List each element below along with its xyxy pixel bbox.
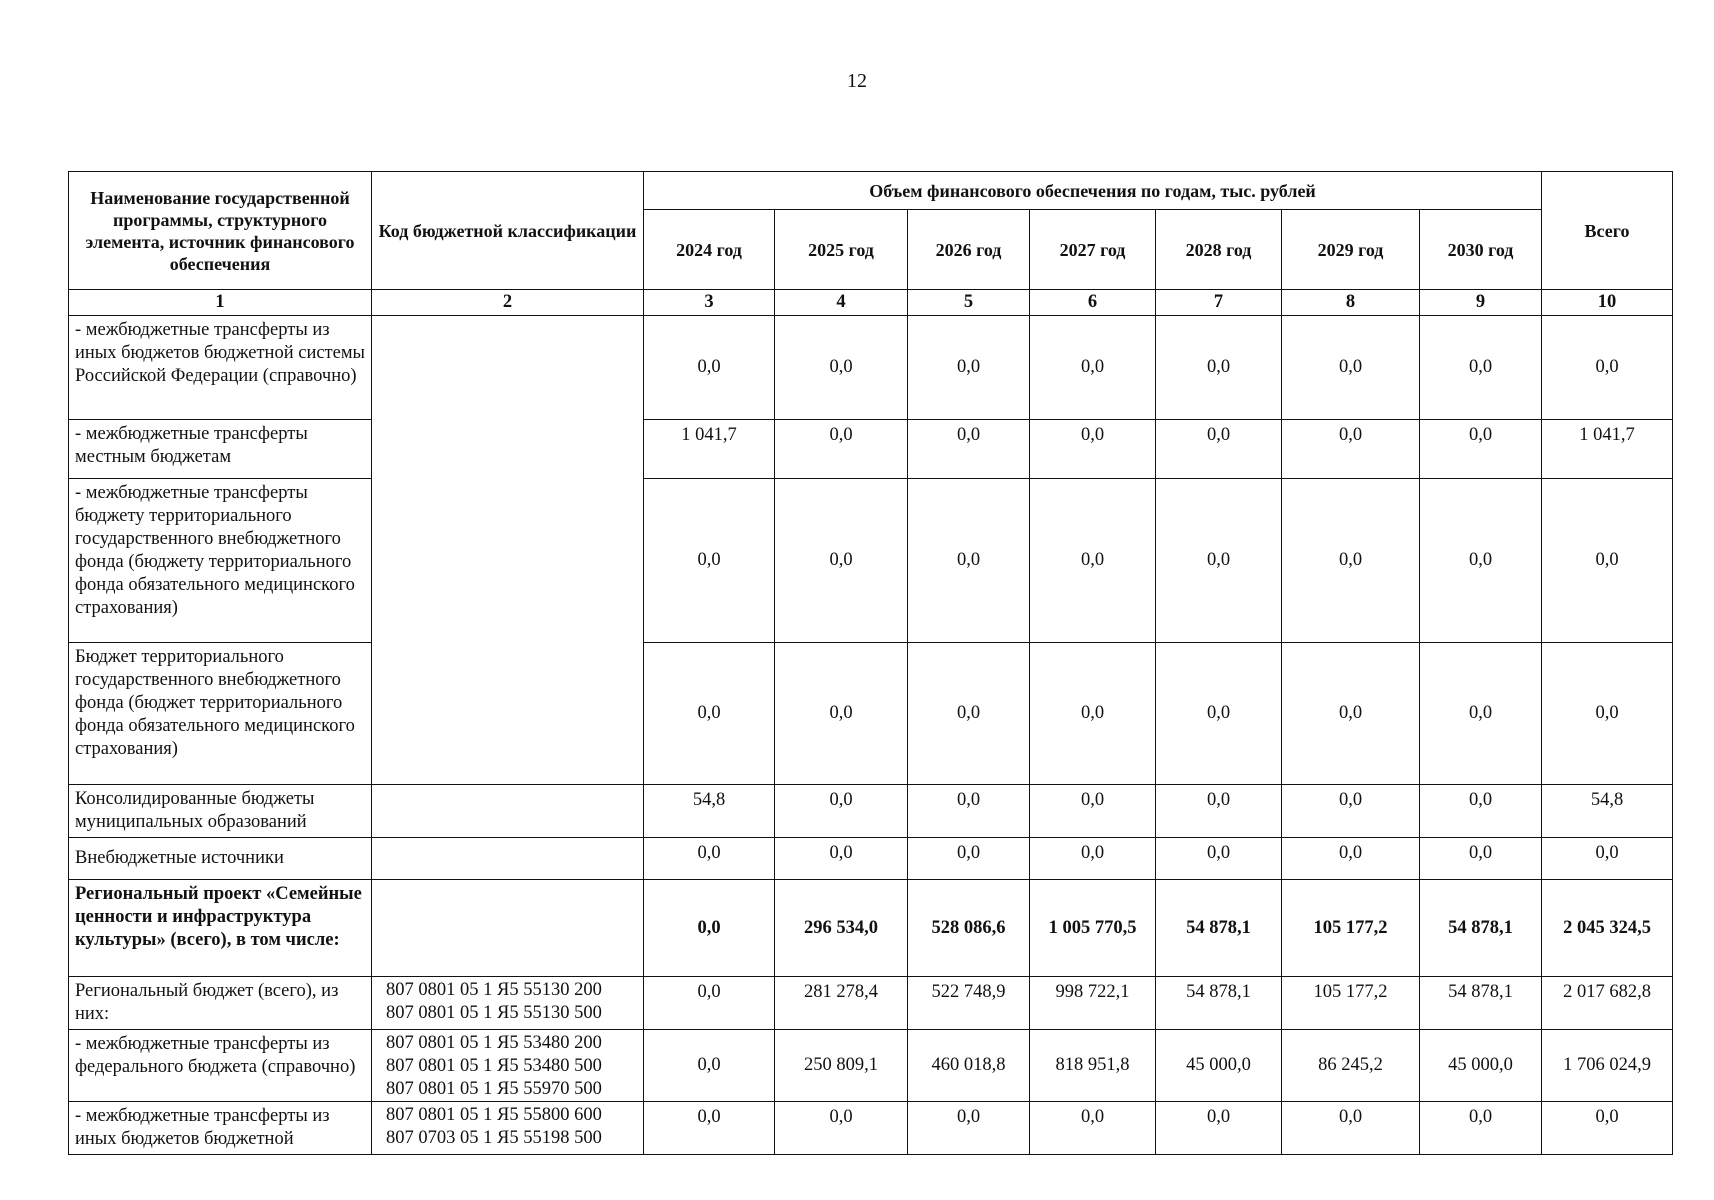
row-value: 0,0	[775, 1102, 908, 1155]
table-row	[69, 1102, 1673, 1155]
row-code: 807 0801 05 1 Я5 55130 200 807 0801 05 1 Я5 55130 500	[372, 977, 644, 1030]
row-name: Внебюджетные источники	[69, 838, 372, 880]
row-value: 1 041,7	[644, 420, 775, 479]
header-code: Код бюджетной классификации	[372, 172, 644, 290]
column-number: 5	[908, 290, 1030, 316]
row-value: 0,0	[908, 838, 1030, 880]
row-value: 0,0	[644, 880, 775, 977]
column-number: 1	[69, 290, 372, 316]
column-number: 2	[372, 290, 644, 316]
row-value: 0,0	[1420, 420, 1542, 479]
row-code	[372, 838, 644, 880]
table-row	[69, 643, 1673, 785]
row-value: 0,0	[1282, 479, 1420, 643]
row-value: 54 878,1	[1420, 880, 1542, 977]
column-number: 3	[644, 290, 775, 316]
column-number-row	[69, 290, 1673, 316]
row-value: 0,0	[1156, 479, 1282, 643]
row-value: 0,0	[1030, 316, 1156, 420]
row-value: 105 177,2	[1282, 880, 1420, 977]
row-value: 0,0	[1420, 838, 1542, 880]
table-body	[69, 316, 1673, 1155]
table-row	[69, 1030, 1673, 1102]
page-number: 12	[847, 70, 867, 92]
row-value: 818 951,8	[1030, 1030, 1156, 1102]
row-value: 54 878,1	[1156, 977, 1282, 1030]
row-value: 0,0	[1420, 785, 1542, 838]
row-value: 528 086,6	[908, 880, 1030, 977]
row-value: 0,0	[1420, 1102, 1542, 1155]
row-value: 0,0	[775, 479, 908, 643]
row-value: 45 000,0	[1156, 1030, 1282, 1102]
row-value: 0,0	[1156, 785, 1282, 838]
row-value: 0,0	[644, 643, 775, 785]
table-row	[69, 420, 1673, 479]
row-value: 522 748,9	[908, 977, 1030, 1030]
row-value: 0,0	[1156, 420, 1282, 479]
row-value: 0,0	[1282, 420, 1420, 479]
row-value: 0,0	[775, 420, 908, 479]
row-value: 0,0	[1030, 785, 1156, 838]
row-value: 45 000,0	[1420, 1030, 1542, 1102]
header-year: 2028 год	[1156, 210, 1282, 290]
row-value: 54 878,1	[1156, 880, 1282, 977]
header-year: 2027 год	[1030, 210, 1156, 290]
row-value: 0,0	[908, 479, 1030, 643]
row-code: 807 0801 05 1 Я5 53480 200 807 0801 05 1 Я5 53480 500 807 0801 05 1 Я5 55970 500	[372, 1030, 644, 1102]
row-value: 0,0	[1156, 643, 1282, 785]
row-value: 0,0	[775, 838, 908, 880]
row-code	[372, 880, 644, 977]
row-name: - межбюджетные трансферты из федерального бюджета (справочно)	[69, 1030, 372, 1102]
column-number: 10	[1542, 290, 1673, 316]
header-year: 2026 год	[908, 210, 1030, 290]
header-name: Наименование государственной программы, структурного элемента, источник финансового обеспечения	[69, 172, 372, 290]
finance-table	[68, 171, 1673, 1155]
header-year: 2024 год	[644, 210, 775, 290]
row-value: 0,0	[644, 1030, 775, 1102]
row-value: 0,0	[908, 316, 1030, 420]
row-value: 0,0	[644, 977, 775, 1030]
row-name: - межбюджетные трансферты из иных бюджетов бюджетной системы Российской Федерации (справочно)	[69, 316, 372, 420]
row-value: 0,0	[1282, 785, 1420, 838]
row-total: 0,0	[1542, 838, 1673, 880]
row-value: 0,0	[1420, 316, 1542, 420]
column-number: 8	[1282, 290, 1420, 316]
row-value: 105 177,2	[1282, 977, 1420, 1030]
header-volume: Объем финансового обеспечения по годам, тыс. рублей	[644, 172, 1542, 210]
row-name: Консолидированные бюджеты муниципальных образований	[69, 785, 372, 838]
column-number: 6	[1030, 290, 1156, 316]
row-total: 2 045 324,5	[1542, 880, 1673, 977]
row-name: - межбюджетные трансферты бюджету территориального государственного внебюджетного фонда (бюджету территориального фонда обязательного медицинского страхования)	[69, 479, 372, 643]
header-year: 2030 год	[1420, 210, 1542, 290]
row-name: Бюджет территориального государственного внебюджетного фонда (бюджет территориального фонда обязательного медицинского страхования)	[69, 643, 372, 785]
table-row	[69, 479, 1673, 643]
row-value: 1 005 770,5	[1030, 880, 1156, 977]
row-value: 0,0	[775, 643, 908, 785]
row-name: Региональный бюджет (всего), из них:	[69, 977, 372, 1030]
row-value: 0,0	[775, 316, 908, 420]
table-row	[69, 880, 1673, 977]
row-value: 0,0	[1030, 643, 1156, 785]
row-total: 2 017 682,8	[1542, 977, 1673, 1030]
row-total: 0,0	[1542, 643, 1673, 785]
table-row	[69, 316, 1673, 420]
table-row	[69, 977, 1673, 1030]
row-value: 0,0	[1282, 838, 1420, 880]
row-value: 0,0	[1282, 643, 1420, 785]
header-year: 2029 год	[1282, 210, 1420, 290]
row-value: 0,0	[1156, 1102, 1282, 1155]
row-code: 807 0801 05 1 Я5 55800 600 807 0703 05 1 Я5 55198 500	[372, 1102, 644, 1155]
row-value: 0,0	[908, 1102, 1030, 1155]
row-value: 0,0	[908, 785, 1030, 838]
row-value: 250 809,1	[775, 1030, 908, 1102]
row-value: 0,0	[644, 316, 775, 420]
row-value: 0,0	[1030, 838, 1156, 880]
row-name: Региональный проект «Семейные ценности и инфраструктура культуры» (всего), в том числе:	[69, 880, 372, 977]
row-value: 281 278,4	[775, 977, 908, 1030]
table-row	[69, 838, 1673, 880]
row-value: 0,0	[1030, 420, 1156, 479]
row-total: 1 041,7	[1542, 420, 1673, 479]
row-code	[372, 316, 644, 785]
row-value: 998 722,1	[1030, 977, 1156, 1030]
row-value: 86 245,2	[1282, 1030, 1420, 1102]
header-total: Всего	[1542, 172, 1673, 290]
row-value: 0,0	[908, 643, 1030, 785]
table-row	[69, 785, 1673, 838]
row-value: 0,0	[644, 838, 775, 880]
row-value: 54 878,1	[1420, 977, 1542, 1030]
row-value: 0,0	[1156, 838, 1282, 880]
row-value: 0,0	[1282, 1102, 1420, 1155]
row-value: 0,0	[775, 785, 908, 838]
row-total: 1 706 024,9	[1542, 1030, 1673, 1102]
row-value: 0,0	[908, 420, 1030, 479]
row-total: 0,0	[1542, 479, 1673, 643]
column-number: 4	[775, 290, 908, 316]
row-value: 0,0	[1420, 643, 1542, 785]
row-value: 0,0	[1282, 316, 1420, 420]
row-value: 0,0	[1030, 1102, 1156, 1155]
header-year: 2025 год	[775, 210, 908, 290]
row-value: 460 018,8	[908, 1030, 1030, 1102]
row-value: 0,0	[1030, 479, 1156, 643]
column-number: 9	[1420, 290, 1542, 316]
column-number: 7	[1156, 290, 1282, 316]
row-value: 0,0	[1420, 479, 1542, 643]
row-code	[372, 785, 644, 838]
row-value: 54,8	[644, 785, 775, 838]
row-name: - межбюджетные трансферты из иных бюджетов бюджетной	[69, 1102, 372, 1155]
row-value: 0,0	[644, 1102, 775, 1155]
row-total: 54,8	[1542, 785, 1673, 838]
row-value: 0,0	[644, 479, 775, 643]
row-value: 296 534,0	[775, 880, 908, 977]
row-total: 0,0	[1542, 1102, 1673, 1155]
row-total: 0,0	[1542, 316, 1673, 420]
row-value: 0,0	[1156, 316, 1282, 420]
row-name: - межбюджетные трансферты местным бюджетам	[69, 420, 372, 479]
